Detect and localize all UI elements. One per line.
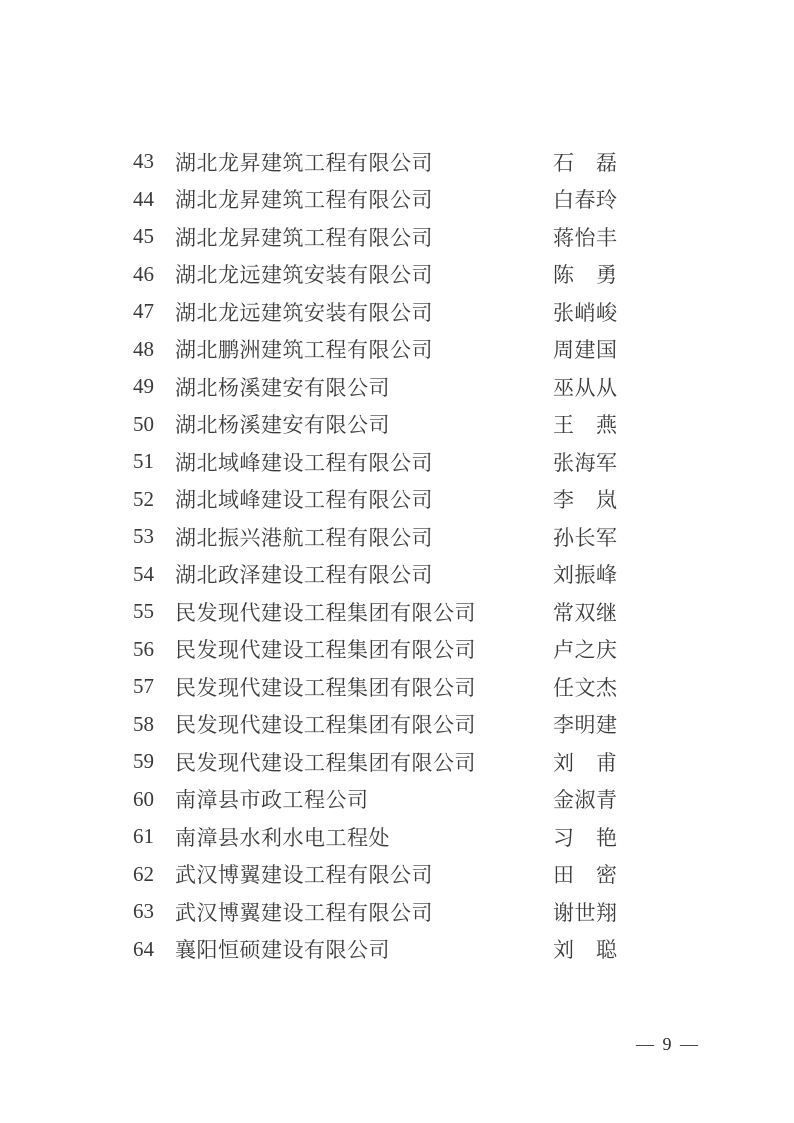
row-number: 54 [133,561,154,586]
roster-row [133,406,617,444]
company-name: 湖北鹏洲建筑工程有限公司 [175,338,433,363]
roster-row [133,706,617,744]
company-name: 民发现代建设工程集团有限公司 [175,638,476,663]
row-number: 48 [133,336,154,361]
company-name: 民发现代建设工程集团有限公司 [175,600,476,625]
roster-row [133,631,617,669]
person-name: 张峭峻 [553,300,617,325]
company-name: 民发现代建设工程集团有限公司 [175,750,476,775]
row-number: 53 [133,524,154,549]
company-name: 湖北域峰建设工程有限公司 [175,450,433,475]
person-name: 常双继 [553,600,617,625]
row-number: 51 [133,449,154,474]
roster-row [133,293,617,331]
roster-row [133,668,617,706]
person-name: 王 燕 [553,413,617,438]
person-name: 刘 聪 [553,938,617,963]
row-number: 56 [133,636,154,661]
person-name: 田 密 [553,863,617,888]
row-number: 63 [133,899,154,924]
person-name: 李明建 [553,713,617,738]
row-number: 59 [133,749,154,774]
company-name: 湖北龙昇建筑工程有限公司 [175,225,433,250]
person-name: 孙长军 [553,525,617,550]
person-name: 白春玲 [553,188,617,213]
company-name: 武汉博翼建设工程有限公司 [175,900,433,925]
person-name: 刘振峰 [553,563,617,588]
row-number: 49 [133,374,154,399]
roster-row [133,893,617,931]
roster-row [133,218,617,256]
company-name: 湖北龙昇建筑工程有限公司 [175,188,433,213]
company-name: 湖北政泽建设工程有限公司 [175,563,433,588]
person-name: 张海军 [553,450,617,475]
person-name: 石 磊 [553,150,617,175]
roster-row [133,743,617,781]
roster-row [133,856,617,894]
roster-row [133,368,617,406]
company-name: 南漳县市政工程公司 [175,788,369,813]
company-name: 南漳县水利水电工程处 [175,825,390,850]
person-name: 刘 甫 [553,750,617,775]
person-name: 金淑青 [553,788,617,813]
row-number: 57 [133,674,154,699]
roster-row [133,256,617,294]
person-name: 卢之庆 [553,638,617,663]
roster-row [133,181,617,219]
company-name: 襄阳恒硕建设有限公司 [175,938,390,963]
company-name: 湖北龙远建筑安装有限公司 [175,263,433,288]
row-number: 58 [133,711,154,736]
company-name: 湖北龙远建筑安装有限公司 [175,300,433,325]
row-number: 62 [133,861,154,886]
company-name: 民发现代建设工程集团有限公司 [175,713,476,738]
person-name: 谢世翔 [553,900,617,925]
company-name: 武汉博翼建设工程有限公司 [175,863,433,888]
row-number: 64 [133,936,154,961]
row-number: 55 [133,599,154,624]
roster-row [133,556,617,594]
company-name: 湖北域峰建设工程有限公司 [175,488,433,513]
person-name: 陈 勇 [553,263,617,288]
row-number: 47 [133,299,154,324]
company-name: 民发现代建设工程集团有限公司 [175,675,476,700]
roster-row [133,931,617,969]
row-number: 61 [133,824,154,849]
company-name: 湖北龙昇建筑工程有限公司 [175,150,433,175]
roster-row [133,781,617,819]
row-number: 46 [133,261,154,286]
row-number: 60 [133,786,154,811]
company-name: 湖北杨溪建安有限公司 [175,375,390,400]
row-number: 44 [133,186,154,211]
roster-row [133,593,617,631]
company-name: 湖北振兴港航工程有限公司 [175,525,433,550]
roster-row [133,518,617,556]
roster-row [133,443,617,481]
roster-row [133,331,617,369]
page-number: — 9 — [636,1034,700,1054]
person-name: 周建国 [553,338,617,363]
row-number: 45 [133,224,154,249]
person-name: 李 岚 [553,488,617,513]
person-name: 蒋怡丰 [553,225,617,250]
person-name: 巫从从 [553,375,617,400]
roster-row [133,818,617,856]
row-number: 50 [133,411,154,436]
roster-list [133,143,617,968]
row-number: 52 [133,486,154,511]
roster-row [133,481,617,519]
person-name: 任文杰 [553,675,617,700]
company-name: 湖北杨溪建安有限公司 [175,413,390,438]
row-number: 43 [133,149,154,174]
roster-row [133,143,617,181]
person-name: 习 艳 [553,825,617,850]
